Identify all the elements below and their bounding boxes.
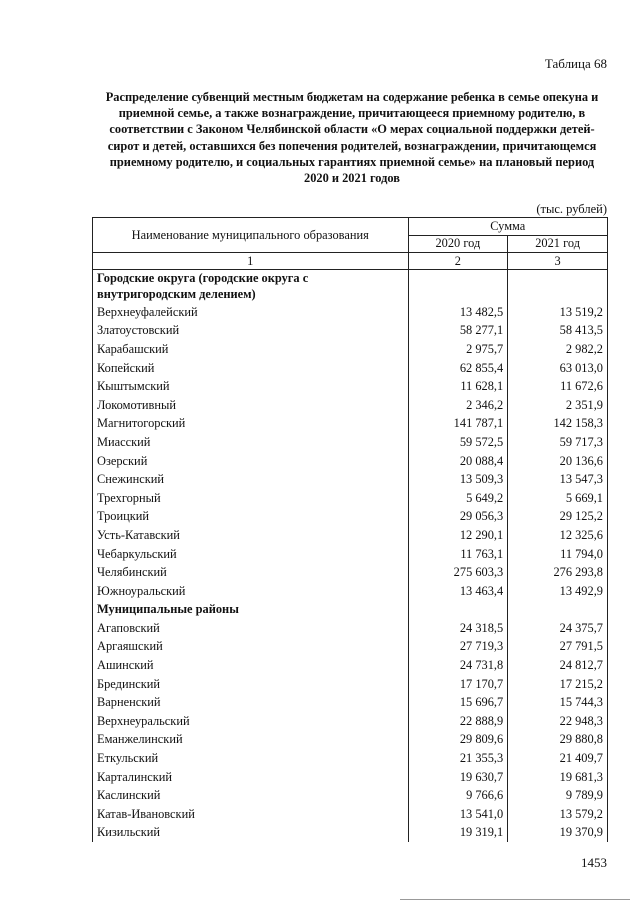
table-number-label: Таблица 68 bbox=[544, 56, 607, 71]
column-index-3: 3 bbox=[508, 253, 608, 270]
municipality-name: Копейский bbox=[93, 359, 409, 378]
units-label: (тыс. рублей) bbox=[536, 202, 607, 216]
value-2020: 13 463,4 bbox=[408, 582, 508, 601]
bottom-divider bbox=[400, 899, 630, 900]
value-2020: 27 719,3 bbox=[408, 638, 508, 657]
column-index-1: 1 bbox=[93, 253, 409, 270]
table-row bbox=[93, 563, 608, 582]
municipality-name: Брединский bbox=[93, 675, 409, 694]
table-row bbox=[93, 786, 608, 805]
value-2021: 19 370,9 bbox=[508, 824, 608, 843]
municipality-name: Усть-Катавский bbox=[93, 526, 409, 545]
municipality-name: Троицкий bbox=[93, 508, 409, 527]
header-year-2021: 2021 год bbox=[508, 235, 608, 253]
table-row bbox=[93, 693, 608, 712]
table-row bbox=[93, 396, 608, 415]
municipality-name: Карталинский bbox=[93, 768, 409, 787]
value-2021: 19 681,3 bbox=[508, 768, 608, 787]
municipality-name: Верхнеуфалейский bbox=[93, 303, 409, 322]
value-2021: 276 293,8 bbox=[508, 563, 608, 582]
municipality-name: Южноуральский bbox=[93, 582, 409, 601]
value-2021: 11 672,6 bbox=[508, 377, 608, 396]
municipality-name: Варненский bbox=[93, 693, 409, 712]
table-row bbox=[93, 470, 608, 489]
value-2021: 13 547,3 bbox=[508, 470, 608, 489]
table-row bbox=[93, 824, 608, 843]
value-2020: 62 855,4 bbox=[408, 359, 508, 378]
value-2020: 11 763,1 bbox=[408, 545, 508, 564]
page-number: 1453 bbox=[581, 855, 607, 870]
table-row bbox=[93, 712, 608, 731]
value-2020: 5 649,2 bbox=[408, 489, 508, 508]
municipality-name: Златоустовский bbox=[93, 322, 409, 341]
value-2020: 11 628,1 bbox=[408, 377, 508, 396]
section-title: Муниципальные районы bbox=[93, 601, 409, 620]
value-2020: 9 766,6 bbox=[408, 786, 508, 805]
table-row bbox=[93, 656, 608, 675]
municipality-name: Еткульский bbox=[93, 749, 409, 768]
value-2020: 275 603,3 bbox=[408, 563, 508, 582]
value-2020: 13 509,3 bbox=[408, 470, 508, 489]
value-2021: 12 325,6 bbox=[508, 526, 608, 545]
value-2021: 29 125,2 bbox=[508, 508, 608, 527]
table-row bbox=[93, 489, 608, 508]
value-2020: 29 809,6 bbox=[408, 731, 508, 750]
municipality-name: Агаповский bbox=[93, 619, 409, 638]
value-2021: 24 375,7 bbox=[508, 619, 608, 638]
value-2021: 29 880,8 bbox=[508, 731, 608, 750]
table-row bbox=[93, 749, 608, 768]
table-body bbox=[93, 270, 608, 843]
table-row bbox=[93, 526, 608, 545]
value-2020: 24 318,5 bbox=[408, 619, 508, 638]
header-year-2020: 2020 год bbox=[408, 235, 508, 253]
municipality-name: Магнитогорский bbox=[93, 415, 409, 434]
table-row bbox=[93, 415, 608, 434]
value-2020: 19 319,1 bbox=[408, 824, 508, 843]
municipality-name: Челябинский bbox=[93, 563, 409, 582]
value-2020: 59 572,5 bbox=[408, 433, 508, 452]
value-2020: 2 975,7 bbox=[408, 340, 508, 359]
value-2021: 142 158,3 bbox=[508, 415, 608, 434]
table-row bbox=[93, 340, 608, 359]
value-2020: 13 541,0 bbox=[408, 805, 508, 824]
value-2020 bbox=[408, 601, 508, 620]
value-2020: 17 170,7 bbox=[408, 675, 508, 694]
municipality-name: Аргаяшский bbox=[93, 638, 409, 657]
table-row bbox=[93, 359, 608, 378]
municipality-name: Миасский bbox=[93, 433, 409, 452]
value-2021: 20 136,6 bbox=[508, 452, 608, 471]
municipality-name: Еманжелинский bbox=[93, 731, 409, 750]
value-2021: 13 579,2 bbox=[508, 805, 608, 824]
municipality-name: Каслинский bbox=[93, 786, 409, 805]
value-2021: 17 215,2 bbox=[508, 675, 608, 694]
section-title: Городские округа (городские округа с внутригородским делением) bbox=[93, 270, 409, 304]
table-row bbox=[93, 638, 608, 657]
value-2020: 15 696,7 bbox=[408, 693, 508, 712]
document-title: Распределение субвенций местным бюджетам на содержание ребенка в семье опекуна и приемной семье, а также вознаграждение, причитающееся приемному родителю, в соответствии с Законом Челябинской области «О мерах социальной поддержки детей-сирот и детей, оставшихся без попечения родителей, вознаграждении, причитающемся приемному родителю, и социальных гарантиях приемной семье» на плановый период 2020 и 2021 годов bbox=[105, 90, 599, 186]
municipality-name: Трехгорный bbox=[93, 489, 409, 508]
value-2021: 2 351,9 bbox=[508, 396, 608, 415]
value-2021: 24 812,7 bbox=[508, 656, 608, 675]
value-2020: 13 482,5 bbox=[408, 303, 508, 322]
subvention-table bbox=[92, 217, 608, 842]
table-row bbox=[93, 377, 608, 396]
table-row bbox=[93, 322, 608, 341]
value-2020: 20 088,4 bbox=[408, 452, 508, 471]
table-row bbox=[93, 582, 608, 601]
table-row bbox=[93, 805, 608, 824]
table-row bbox=[93, 731, 608, 750]
municipality-name: Чебаркульский bbox=[93, 545, 409, 564]
value-2021: 15 744,3 bbox=[508, 693, 608, 712]
value-2021: 5 669,1 bbox=[508, 489, 608, 508]
header-municipality: Наименование муниципального образования bbox=[93, 218, 409, 253]
value-2021 bbox=[508, 601, 608, 620]
table-row bbox=[93, 675, 608, 694]
value-2021: 9 789,9 bbox=[508, 786, 608, 805]
municipality-name: Кыштымский bbox=[93, 377, 409, 396]
section-header-row bbox=[93, 270, 608, 304]
value-2021: 58 413,5 bbox=[508, 322, 608, 341]
table-row bbox=[93, 768, 608, 787]
municipality-name: Снежинский bbox=[93, 470, 409, 489]
value-2020: 2 346,2 bbox=[408, 396, 508, 415]
value-2020: 22 888,9 bbox=[408, 712, 508, 731]
value-2020: 24 731,8 bbox=[408, 656, 508, 675]
value-2020: 141 787,1 bbox=[408, 415, 508, 434]
value-2021: 27 791,5 bbox=[508, 638, 608, 657]
table-row bbox=[93, 433, 608, 452]
value-2021: 63 013,0 bbox=[508, 359, 608, 378]
municipality-name: Катав-Ивановский bbox=[93, 805, 409, 824]
municipality-name: Озерский bbox=[93, 452, 409, 471]
value-2020: 21 355,3 bbox=[408, 749, 508, 768]
column-index-2: 2 bbox=[408, 253, 508, 270]
table-row bbox=[93, 303, 608, 322]
municipality-name: Ашинский bbox=[93, 656, 409, 675]
value-2021: 13 492,9 bbox=[508, 582, 608, 601]
table-row bbox=[93, 619, 608, 638]
value-2021: 21 409,7 bbox=[508, 749, 608, 768]
municipality-name: Верхнеуральский bbox=[93, 712, 409, 731]
header-sum: Сумма bbox=[408, 218, 608, 236]
value-2020: 19 630,7 bbox=[408, 768, 508, 787]
municipality-name: Карабашский bbox=[93, 340, 409, 359]
value-2020 bbox=[408, 270, 508, 304]
municipality-name: Кизильский bbox=[93, 824, 409, 843]
value-2020: 29 056,3 bbox=[408, 508, 508, 527]
municipality-name: Локомотивный bbox=[93, 396, 409, 415]
table-row bbox=[93, 452, 608, 471]
value-2021: 59 717,3 bbox=[508, 433, 608, 452]
value-2021: 2 982,2 bbox=[508, 340, 608, 359]
table-row bbox=[93, 508, 608, 527]
value-2021 bbox=[508, 270, 608, 304]
value-2020: 12 290,1 bbox=[408, 526, 508, 545]
value-2020: 58 277,1 bbox=[408, 322, 508, 341]
value-2021: 13 519,2 bbox=[508, 303, 608, 322]
value-2021: 22 948,3 bbox=[508, 712, 608, 731]
table-row bbox=[93, 545, 608, 564]
section-header-row bbox=[93, 601, 608, 620]
value-2021: 11 794,0 bbox=[508, 545, 608, 564]
